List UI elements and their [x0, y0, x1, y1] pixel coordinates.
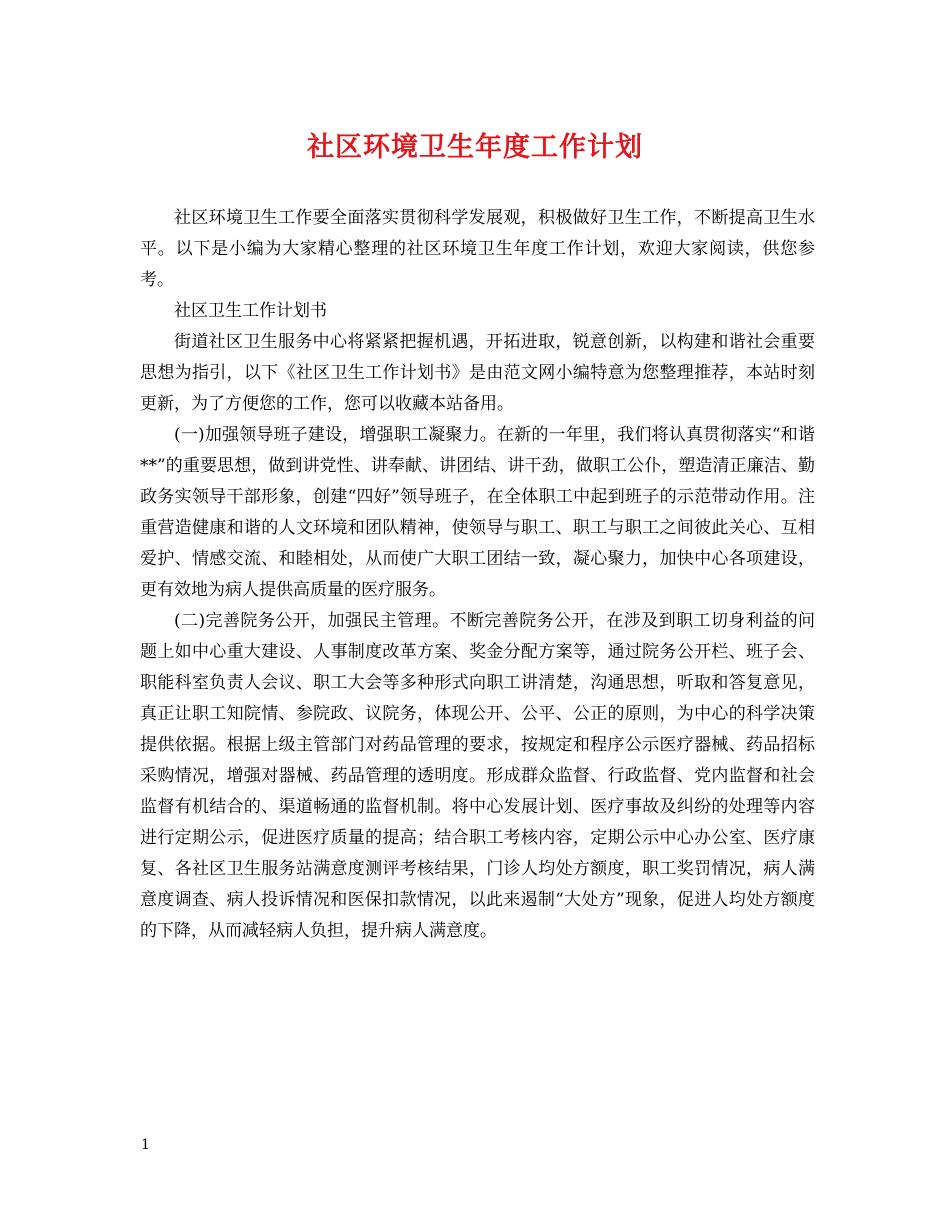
body-paragraph: 街道社区卫生服务中心将紧紧把握机遇，开拓进取，锐意创新，以构建和谐社会重要思想为指引，以下《社区卫生工作计划书》是由范文网小编特意为您整理推荐，本站时刻更新，为了方便您的工作，您可以收藏本站备用。: [140, 332, 815, 414]
document-body: [140, 203, 815, 947]
document-title: 社区环境卫生年度工作计划: [307, 132, 643, 163]
body-paragraph: (一)加强领导班子建设，增强职工凝聚力。在新的一年里，我们将认真贯彻落实“和谐**”的重要思想，做到讲党性、讲奉献、讲团结、讲干劲，做职工公仆，塑造清正廉洁、勤政务实领导干部形象，创建“四好”领导班子，在全体职工中起到班子的示范带动作用。注重营造健康和谐的人文环境和团队精神，使领导与职工、职工与职工之间彼此关心、互相爱护、情感交流、和睦相处，从而使广大职工团结一致，凝心聚力，加快中心各项建设，更有效地为病人提供高质量的医疗服务。: [140, 425, 815, 600]
intro-paragraph: 社区环境卫生工作要全面落实贯彻科学发展观，积极做好卫生工作，不断提高卫生水平。以下是小编为大家精心整理的社区环境卫生年度工作计划，欢迎大家阅读，供您参考。: [140, 208, 815, 290]
section-heading: 社区卫生工作计划书: [174, 301, 327, 321]
page-number: 1: [141, 1137, 150, 1153]
body-paragraph: (二)完善院务公开，加强民主管理。不断完善院务公开，在涉及到职工切身利益的问题上如中心重大建设、人事制度改革方案、奖金分配方案等，通过院务公开栏、班子会、职能科室负责人会议、职工大会等多种形式向职工讲清楚，沟通思想，听取和答复意见，真正让职工知院情、参院政、议院务，体现公开、公平、公正的原则，为中心的科学决策提供依据。根据上级主管部门对药品管理的要求，按规定和程序公示医疗器械、药品招标采购情况，增强对器械、药品管理的透明度。形成群众监督、行政监督、党内监督和社会监督有机结合的、渠道畅通的监督机制。将中心发展计划、医疗事故及纠纷的处理等内容进行定期公示，促进医疗质量的提高；结合职工考核内容，定期公示中心办公室、医疗康复、各社区卫生服务站满意度测评考核结果，门诊人均处方额度，职工奖罚情况，病人满意度调查、病人投诉情况和医保扣款情况，以此来遏制“大处方”现象，促进人均处方额度的下降，从而减轻病人负担，提升病人满意度。: [140, 611, 815, 941]
